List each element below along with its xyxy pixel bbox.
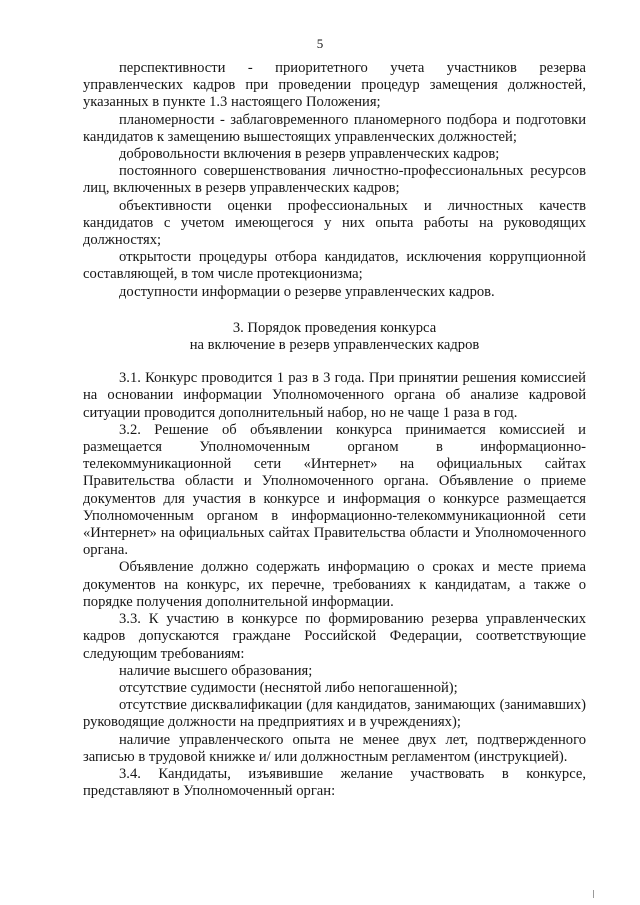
clause-3-2: 3.2. Решение об объявлении конкурса принимается комиссией и размещается Уполномоченным органом в информационно-телекоммуникационной сети «Интернет» на официальных сайтах Правительства области и Уполномоченного органа. Объявление о приеме документов для участия в конкурсе и информация о конкурсе размещается Уполномоченным органом в информационно-телекоммуникационной сети «Интернет» на официальных сайтах Правительства области и Уполномоченного органа. — [83, 421, 586, 559]
clause-3-1: 3.1. Конкурс проводится 1 раз в 3 года. При принятии решения комиссией на основании информации Уполномоченного органа об анализе кадровой ситуации проводится дополнительный набор, но не чаще 1 раза в год. — [83, 370, 586, 421]
section-heading-line2: на включение в резерв управленческих кадров — [189, 337, 480, 354]
clause-3-4: 3.4. Кандидаты, изъявившие желание участвовать в конкурсе, представляют в Уполномоченный орган: — [83, 765, 586, 800]
requirement-item: отсутствие дисквалификации (для кандидатов, занимающих (занимавших) руководящие должности на предприятиях и в учреждениях); — [83, 697, 586, 731]
requirement-item: отсутствие судимости (неснятой либо непогашенной); — [119, 679, 458, 696]
principle-paragraph: доступности информации о резерве управленческих кадров. — [119, 283, 495, 300]
principle-paragraph: планомерности - заблаговременного планомерного подбора и подготовки кандидатов к замещению вышестоящих управленческих должностей; — [83, 111, 586, 145]
page-number: 5 — [316, 36, 324, 51]
clause-3-3: 3.3. К участию в конкурсе по формированию резерва управленческих кадров допускаются граждане Российской Федерации, соответствующие следующим требованиям: — [83, 611, 586, 662]
principle-paragraph: открытости процедуры отбора кандидатов, исключения коррупционной составляющей, в том числе протекционизма; — [83, 249, 586, 283]
scan-edge-mark — [593, 890, 594, 898]
requirement-item: наличие высшего образования; — [119, 662, 313, 679]
requirement-item: наличие управленческого опыта не менее двух лет, подтвержденного записью в трудовой книжке и/ или должностным регламентом (инструкцией). — [83, 731, 586, 765]
document-body — [83, 60, 586, 800]
section-heading — [83, 320, 586, 354]
principle-paragraph: объективности оценки профессиональных и личностных качеств кандидатов с учетом имеющегося у них опыта работы на руководящих должностях; — [83, 197, 586, 249]
principle-paragraph: постоянного совершенствования личностно-профессиональных ресурсов лиц, включенных в резерв управленческих кадров; — [83, 163, 586, 197]
section-heading-line1: 3. Порядок проведения конкурса — [232, 319, 437, 336]
principle-paragraph: добровольности включения в резерв управленческих кадров; — [119, 146, 500, 163]
principle-paragraph: перспективности - приоритетного учета участников резерва управленческих кадров при проведении процедур замещения должностей, указанных в пункте 1.3 настоящего Положения; — [83, 60, 586, 111]
announcement-paragraph: Объявление должно содержать информацию о сроках и месте приема документов на конкурс, их перечне, требованиях к кандидатам, а также о порядке получения дополнительной информации. — [83, 559, 586, 610]
